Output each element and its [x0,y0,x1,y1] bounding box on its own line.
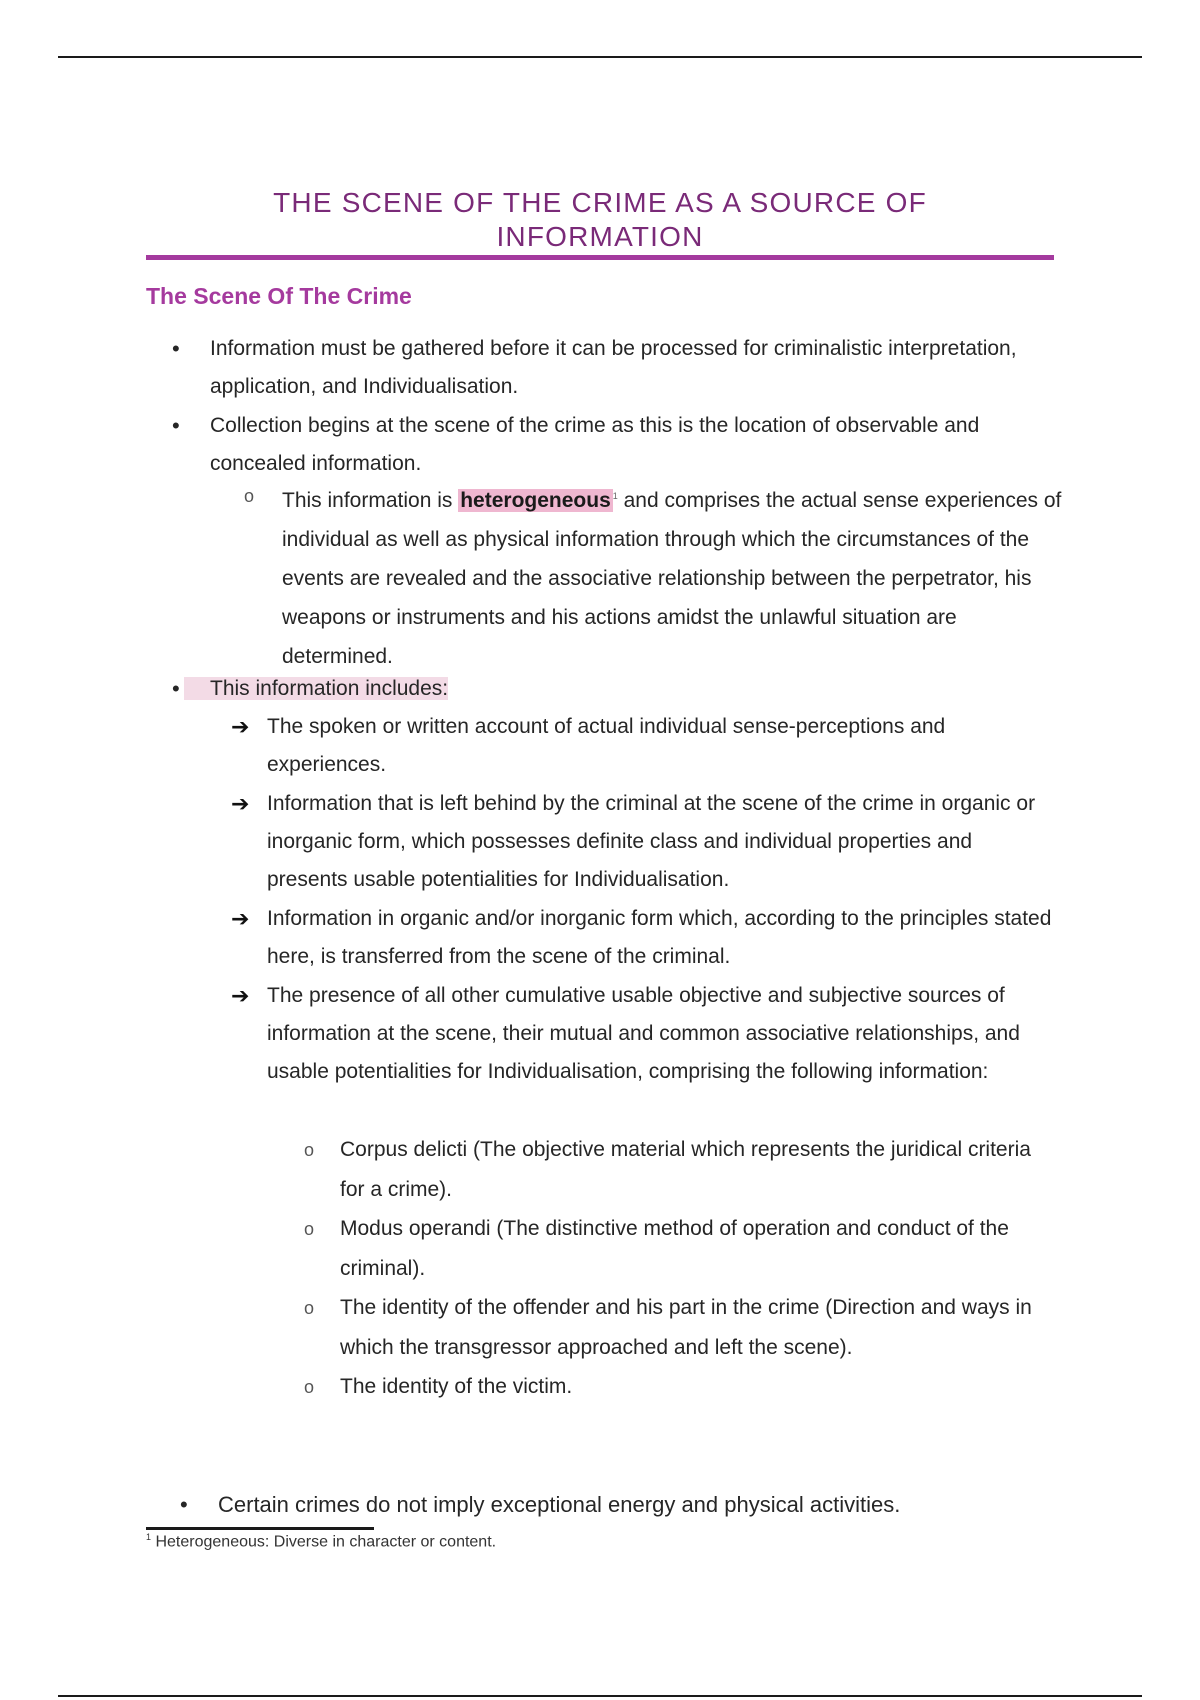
arrow-item-text: The spoken or written account of actual individual sense-perceptions and experiences. [267,715,946,776]
arrow-right-icon: ➔ [231,983,250,1008]
arrow-item-text: The presence of all other cumulative usable objective and subjective sources of information at the scene, their mutual and common associative relationships, and usable potentialities for Individualisation, comprising the following information: [267,984,1020,1083]
arrow-right-icon: ➔ [231,714,250,739]
top-rule [58,56,1142,58]
circle-item-text: The identity of the victim. [340,1375,573,1398]
circle-item [304,1367,1060,1407]
section-heading: The Scene Of The Crime [146,283,412,309]
bullet-text: Information must be gathered before it can be processed for criminalistic interpretation, application, and Individualisation. [210,337,1017,398]
sub-bullet-text-start: This information is [282,489,459,512]
arrow-item-text: Information that is left behind by the criminal at the scene of the crime in organic or inorganic form, which possesses definite class and individual properties and presents usable potentialities for Individualisation. [267,792,1036,891]
arrow-right-icon: ➔ [231,906,250,931]
bullet-item [172,330,1050,406]
bottom-rule [58,1695,1142,1697]
title-underline [146,255,1054,260]
arrow-item [231,977,1057,1091]
circle-item [304,1209,1060,1289]
hollow-circle-icon: o [304,1140,315,1160]
bullet-dot-icon: • [180,1492,188,1517]
title-line-1: THE SCENE OF THE CRIME AS A SOURCE OF [273,187,927,218]
bullet-item [172,407,1050,483]
hollow-circle-icon: o [304,1377,315,1397]
hollow-circle-icon: o [244,486,255,506]
circle-item [304,1130,1060,1210]
arrow-item [231,708,1057,784]
footnote-separator [146,1527,374,1530]
hollow-circle-icon: o [304,1298,315,1318]
bullet-item [172,670,1050,708]
arrow-item [231,785,1057,899]
circle-item-text: The identity of the offender and his part in the crime (Direction and ways in which the transgressor approached and left the scene). [340,1296,1032,1359]
circle-item-text: Corpus delicti (The objective material which represents the juridical criteria for a crime). [340,1138,1031,1201]
title-line-2: INFORMATION [496,221,704,252]
arrow-item-text: Information in organic and/or inorganic form which, according to the principles stated here, is transferred from the scene of the criminal. [267,907,1052,968]
hollow-circle-icon: o [304,1219,315,1239]
footnote-number: 1 [146,1532,152,1542]
sub-bullet-text-end: and comprises the actual sense experiences of individual as well as physical information through which the circumstances of the events are revealed and the associative relationship between the perpetrator, his weapons or instruments and his actions amidst the unlawful situation are determined. [282,489,1062,668]
page-title [146,186,1054,254]
bullet-text: Certain crimes do not imply exceptional energy and physical activities. [218,1492,901,1517]
highlighted-term: heterogeneous [460,489,611,512]
circle-item [304,1288,1060,1368]
arrow-item [231,900,1057,976]
bullet-dot-icon: • [172,676,180,701]
sub-bullet-item [244,477,1062,676]
highlighted-bullet-text: This information includes: [184,677,448,700]
circle-item-text: Modus operandi (The distinctive method of operation and conduct of the criminal). [340,1217,1009,1280]
bullet-text: Collection begins at the scene of the crime as this is the location of observable and concealed information. [210,414,980,475]
arrow-right-icon: ➔ [231,791,250,816]
footnote [146,1532,496,1551]
bullet-dot-icon: • [172,413,180,438]
footnote-text: Heterogeneous: Diverse in character or content. [155,1533,497,1551]
bullet-item [180,1486,1058,1524]
footnote-marker: 1 [612,491,618,501]
bullet-dot-icon: • [172,336,180,361]
